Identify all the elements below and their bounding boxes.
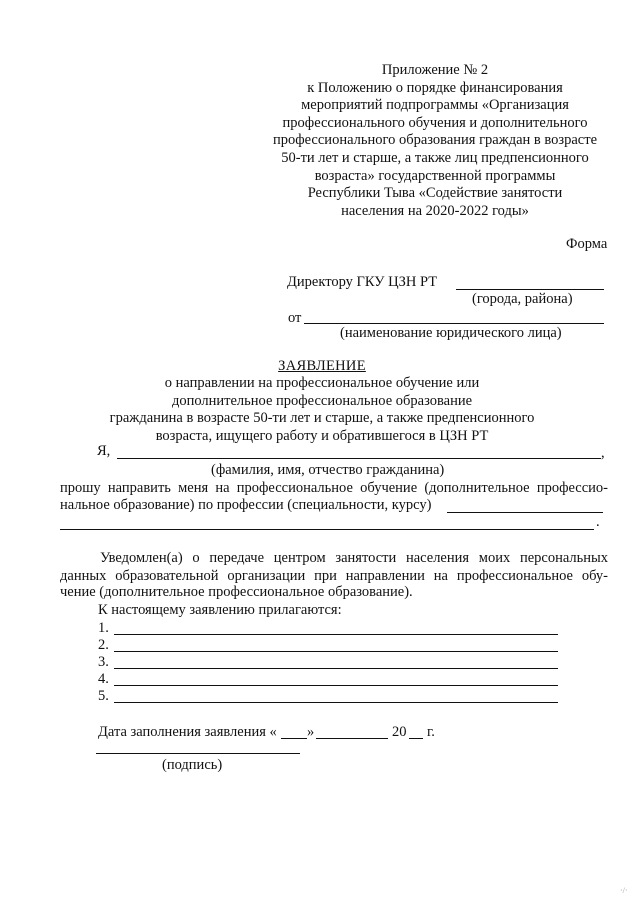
attachment-field[interactable] xyxy=(114,685,558,686)
appendix-line: мероприятий подпрограммы «Организация xyxy=(301,97,569,114)
subtitle-line: гражданина в возрасте 50-ти лет и старше, а также предпенсионного xyxy=(109,410,535,427)
date-day-field[interactable] xyxy=(281,738,307,739)
appendix-line: Приложение № 2 xyxy=(381,62,489,78)
title-word: ЗАЯВЛЕНИЕ xyxy=(278,358,366,374)
request-line-1: прошу направить меня на профессиональное обучение (дополнительное профессио- xyxy=(60,480,608,496)
signature-caption: (подпись) xyxy=(162,757,223,773)
subtitle-line: о направлении на профессиональное обучение или xyxy=(164,375,480,392)
signature-field[interactable] xyxy=(96,753,300,754)
date-year-field[interactable] xyxy=(409,738,423,739)
profession-field-continued[interactable] xyxy=(60,529,594,530)
attachment-number: 1. xyxy=(98,620,109,636)
attachment-field[interactable] xyxy=(114,634,558,635)
attachment-field[interactable] xyxy=(114,668,558,669)
statement-title xyxy=(100,358,544,445)
legal-entity-field[interactable] xyxy=(304,323,604,324)
attachment-number: 4. xyxy=(98,671,109,687)
ya-label: Я, xyxy=(97,443,111,459)
from-label: от xyxy=(288,310,302,326)
name-comma: , xyxy=(601,445,605,461)
attachment-number: 2. xyxy=(98,637,109,653)
attachment-number: 3. xyxy=(98,654,109,670)
notice-line-2: данных образовательной организации при направлении на профессиональное обу- xyxy=(60,568,608,584)
appendix-line: профессионального образования граждан в возрасте xyxy=(272,132,598,149)
attachments-heading: К настоящему заявлению прилагаются: xyxy=(98,602,342,618)
date-label: Дата заполнения заявления « xyxy=(98,724,277,740)
appendix-line: возраста» государственной программы xyxy=(314,167,556,184)
appendix-line: профессионального обучения и дополнительного xyxy=(282,114,588,131)
appendix-header xyxy=(262,62,608,220)
appendix-line: населения на 2020-2022 годы» xyxy=(341,202,529,219)
appendix-line: к Положению о порядке финансирования xyxy=(307,79,563,96)
notice-line-1: Уведомлен(а) о передаче центром занятости населения моих персональных xyxy=(100,550,608,566)
notice-line-3: чение (дополнительное профессиональное образование). xyxy=(60,584,413,600)
appendix-line: 50-ти лет и старше, а также лиц предпенсионного xyxy=(281,149,589,166)
director-label: Директору ГКУ ЦЗН РТ xyxy=(287,274,438,290)
year-prefix: 20 xyxy=(392,724,407,740)
request-line-2: нальное образование) по профессии (специальности, курсу) xyxy=(60,497,432,513)
scan-mark: ·/· xyxy=(620,886,628,895)
subtitle-line: возраста, ищущего работу и обратившегося в ЦЗН РТ xyxy=(155,427,489,444)
legal-entity-caption: (наименование юридического лица) xyxy=(340,325,562,341)
attachment-number: 5. xyxy=(98,688,109,704)
director-city-field[interactable] xyxy=(456,289,604,290)
year-suffix: г. xyxy=(427,724,435,740)
attachment-field[interactable] xyxy=(114,702,558,703)
applicant-name-field[interactable] xyxy=(117,458,601,459)
request-end-period: . xyxy=(596,514,600,530)
attachment-field[interactable] xyxy=(114,651,558,652)
subtitle-line: дополнительное профессиональное образование xyxy=(171,392,473,409)
appendix-line: Республики Тыва «Содействие занятости xyxy=(307,185,563,202)
date-month-field[interactable] xyxy=(316,738,388,739)
form-label: Форма xyxy=(566,236,608,252)
date-close-quote: » xyxy=(307,724,315,740)
city-caption: (города, района) xyxy=(472,291,573,307)
name-caption: (фамилия, имя, отчество гражданина) xyxy=(211,462,445,478)
profession-field[interactable] xyxy=(447,512,603,513)
